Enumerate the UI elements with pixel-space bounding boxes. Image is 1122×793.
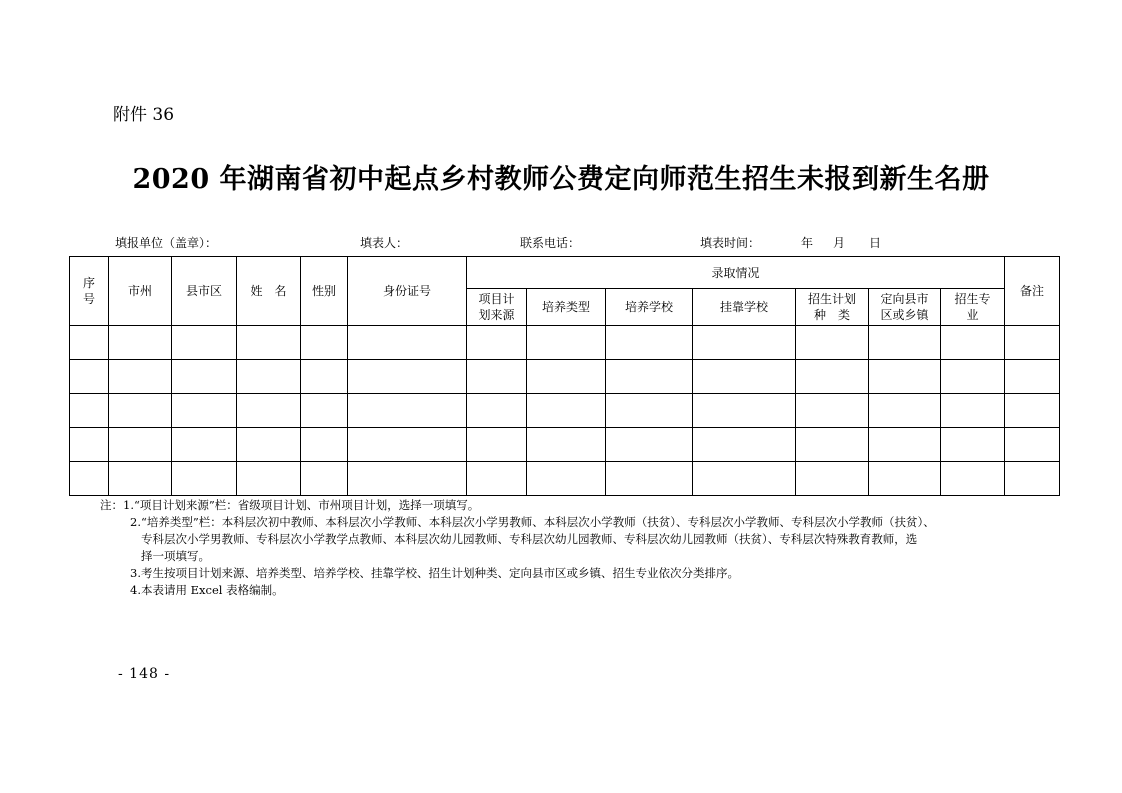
table-cell[interactable] [1005, 428, 1060, 462]
table-cell[interactable] [348, 462, 467, 496]
table-cell[interactable] [237, 326, 301, 360]
table-cell[interactable] [941, 394, 1005, 428]
fill-year-label: 年 [801, 236, 814, 250]
table-cell[interactable] [796, 462, 869, 496]
table-cell[interactable] [527, 462, 606, 496]
attachment-label: 附件 36 [113, 105, 175, 125]
fill-day-label: 日 [869, 236, 882, 250]
header-county: 县市区 [172, 257, 237, 326]
table-cell[interactable] [693, 360, 796, 394]
table-cell[interactable] [172, 326, 237, 360]
header-type: 培养类型 [527, 289, 606, 326]
table-row [70, 326, 1060, 360]
header-gender: 性别 [301, 257, 348, 326]
table-cell[interactable] [172, 360, 237, 394]
header-name: 姓 名 [237, 257, 301, 326]
table-cell[interactable] [693, 462, 796, 496]
header-id: 身份证号 [348, 257, 467, 326]
note-2b: 专科层次小学男教师、专科层次小学教学点教师、本科层次幼儿园教师、专科层次幼儿园教师、专科层次幼儿园教师（扶贫）、专科层次特殊教育教师，选 [141, 532, 918, 546]
note-4: 4.本表请用 Excel 表格编制。 [130, 583, 284, 597]
table-cell[interactable] [301, 394, 348, 428]
table-cell[interactable] [693, 326, 796, 360]
table-cell[interactable] [348, 394, 467, 428]
table-cell[interactable] [237, 360, 301, 394]
page-title: 2020 年湖南省初中起点乡村教师公费定向师范生招生未报到新生名册 [132, 164, 990, 195]
table-cell[interactable] [941, 360, 1005, 394]
table-cell[interactable] [869, 360, 941, 394]
fill-phone-label: 联系电话： [520, 236, 581, 250]
table-cell[interactable] [869, 326, 941, 360]
table-row [70, 462, 1060, 496]
header-remark: 备注 [1005, 257, 1060, 326]
table-cell[interactable] [237, 428, 301, 462]
table-cell[interactable] [348, 428, 467, 462]
table-cell[interactable] [606, 360, 693, 394]
table-cell[interactable] [467, 428, 527, 462]
table-row [70, 394, 1060, 428]
table-cell[interactable] [109, 326, 172, 360]
table-cell[interactable] [70, 326, 109, 360]
header-admission: 录取情况 [467, 257, 1005, 289]
table-cell[interactable] [109, 360, 172, 394]
table-cell[interactable] [606, 462, 693, 496]
table-cell[interactable] [348, 326, 467, 360]
table-cell[interactable] [941, 462, 1005, 496]
header-plan-type: 招生计划种 类 [796, 289, 869, 326]
header-source: 项目计划来源 [467, 289, 527, 326]
table-cell[interactable] [109, 428, 172, 462]
table-cell[interactable] [1005, 326, 1060, 360]
table-cell[interactable] [606, 326, 693, 360]
table-cell[interactable] [606, 428, 693, 462]
table-cell[interactable] [796, 394, 869, 428]
table-cell[interactable] [301, 462, 348, 496]
header-city: 市州 [109, 257, 172, 326]
table-cell[interactable] [869, 462, 941, 496]
fill-month-label: 月 [833, 236, 846, 250]
table-cell[interactable] [796, 428, 869, 462]
table-cell[interactable] [796, 326, 869, 360]
header-affiliate: 挂靠学校 [693, 289, 796, 326]
table-cell[interactable] [70, 462, 109, 496]
table-row [70, 428, 1060, 462]
table-cell[interactable] [301, 428, 348, 462]
header-major: 招生专业 [941, 289, 1005, 326]
note-3: 3.考生按项目计划来源、培养类型、培养学校、挂靠学校、招生计划种类、定向县市区或乡镇、招生专业依次分类排序。 [130, 566, 739, 580]
table-cell[interactable] [70, 428, 109, 462]
table-cell[interactable] [467, 462, 527, 496]
header-seq: 序号 [70, 257, 109, 326]
table-cell[interactable] [348, 360, 467, 394]
table-cell[interactable] [467, 326, 527, 360]
table-cell[interactable] [467, 360, 527, 394]
table-cell[interactable] [796, 360, 869, 394]
table-cell[interactable] [1005, 462, 1060, 496]
table-cell[interactable] [941, 428, 1005, 462]
note-1: 注：1.“项目计划来源”栏：省级项目计划、市州项目计划，选择一项填写。 [100, 498, 480, 512]
table-cell[interactable] [467, 394, 527, 428]
table-cell[interactable] [527, 394, 606, 428]
table-cell[interactable] [941, 326, 1005, 360]
table-cell[interactable] [172, 394, 237, 428]
table-cell[interactable] [606, 394, 693, 428]
table-row [70, 360, 1060, 394]
table-cell[interactable] [70, 394, 109, 428]
table-cell[interactable] [527, 326, 606, 360]
table-cell[interactable] [527, 360, 606, 394]
table-cell[interactable] [693, 394, 796, 428]
fill-time-label: 填表时间： [700, 236, 761, 250]
table-cell[interactable] [237, 394, 301, 428]
fill-unit-label: 填报单位（盖章）： [115, 236, 218, 250]
table-cell[interactable] [172, 462, 237, 496]
table-cell[interactable] [172, 428, 237, 462]
table-cell[interactable] [869, 428, 941, 462]
header-target: 定向县市区或乡镇 [869, 289, 941, 326]
table-cell[interactable] [70, 360, 109, 394]
table-cell[interactable] [1005, 360, 1060, 394]
notes [100, 497, 1060, 599]
note-2c: 择一项填写。 [141, 549, 210, 563]
page-number: - 148 - [118, 666, 171, 682]
table-cell[interactable] [527, 428, 606, 462]
table-cell[interactable] [1005, 394, 1060, 428]
table-cell[interactable] [301, 360, 348, 394]
table-cell[interactable] [109, 394, 172, 428]
table-cell[interactable] [693, 428, 796, 462]
note-2a: 2.“培养类型”栏：本科层次初中教师、本科层次小学教师、本科层次小学男教师、本科层次小学教师（扶贫）、专科层次小学教师、专科层次小学教师（扶贫）、 [130, 515, 935, 529]
table-cell[interactable] [869, 394, 941, 428]
roster-table [69, 256, 1060, 496]
table-cell[interactable] [237, 462, 301, 496]
table-cell[interactable] [301, 326, 348, 360]
table-cell[interactable] [109, 462, 172, 496]
fill-filler-label: 填表人： [360, 236, 409, 250]
header-school: 培养学校 [606, 289, 693, 326]
